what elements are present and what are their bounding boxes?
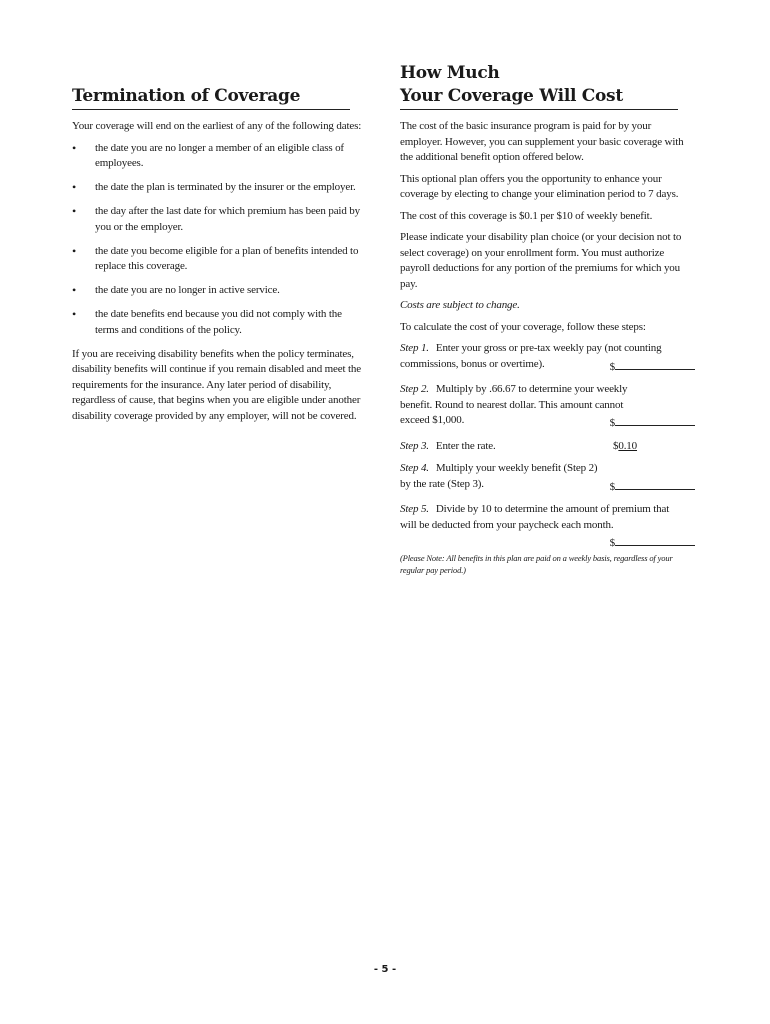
dollar-sign: $	[609, 537, 615, 549]
left-column	[72, 62, 368, 430]
step-text: exceed $1,000.	[400, 414, 465, 426]
dollar-sign: $	[609, 480, 615, 493]
step-label: Step 4.	[400, 462, 429, 474]
cost-heading-line1: How Much	[400, 63, 500, 83]
cost-paragraph-4: Please indicate your disability plan choice (or your decision not to select coverage) on your enrollment form. You must authorize payroll deductions for any portion of the premiums for which you pay.	[400, 231, 682, 290]
step-text: commissions, bonus or overtime).	[400, 357, 545, 370]
dollar-sign: $	[609, 360, 615, 373]
weekly-benefit-blank	[615, 413, 695, 426]
termination-list	[72, 141, 368, 339]
step-3	[400, 439, 695, 455]
step-label: Step 1.	[400, 342, 429, 354]
list-item: • the date the plan is terminated by the insurer or the employer.	[72, 180, 368, 196]
steps-intro: To calculate the cost of your coverage, follow these steps:	[400, 320, 646, 333]
cost-heading	[400, 62, 678, 110]
termination-heading: Termination of Coverage	[72, 85, 350, 110]
step-4	[400, 461, 695, 495]
dollar-sign: $	[609, 417, 615, 429]
weekly-basis-note: (Please Note: All benefits in this plan are paid on a weekly basis, regardless of your regular pay period.)	[400, 552, 673, 575]
list-item: • the date you are no longer in active service.	[72, 283, 368, 299]
cost-paragraph-2: This optional plan offers you the opportunity to enhance your coverage by electing to change your elimination period to 7 days.	[400, 172, 679, 200]
cost-paragraph-1: The cost of the basic insurance program is paid for by your employer. However, you can supplement your basic coverage with the additional benefit option offered below.	[400, 120, 684, 163]
step-text: by the rate (Step 3).	[400, 477, 484, 490]
step-1	[400, 341, 695, 375]
cost-paragraph-3: The cost of this coverage is $0.1 per $10 of weekly benefit.	[400, 209, 653, 222]
dollar-sign: $	[613, 439, 619, 452]
premium-blank	[615, 477, 695, 490]
step-2	[400, 382, 695, 432]
list-item: • the date benefits end because you did not comply with the terms and conditions of the policy.	[72, 307, 368, 338]
step-text: Enter the rate.	[435, 439, 496, 452]
right-column	[400, 62, 695, 582]
step-text: benefit. Round to nearest dollar. This amount cannot	[400, 398, 624, 411]
step-label: Step 2.	[400, 383, 429, 395]
monthly-premium-blank	[615, 533, 695, 546]
rate-value: 0.10	[618, 439, 638, 452]
step-label: Step 5.	[400, 503, 429, 515]
step-label: Step 3.	[400, 439, 429, 452]
step-text: will be deducted from your paycheck each month.	[400, 518, 614, 531]
cost-heading-line2: Your Coverage Will Cost	[400, 86, 623, 106]
step-text: Enter your gross or pre-tax weekly pay (not counting	[435, 342, 662, 354]
step-5	[400, 502, 695, 552]
step-text: Divide by 10 to determine the amount of premium that	[435, 503, 670, 515]
list-item: • the day after the last date for which premium has been paid by you or the employer.	[72, 204, 368, 235]
termination-intro: Your coverage will end on the earliest of any of the following dates:	[72, 120, 362, 132]
cost-change-notice: Costs are subject to change.	[400, 299, 520, 311]
list-item: • the date you are no longer a member of an eligible class of employees.	[72, 141, 368, 172]
gross-pay-blank	[615, 357, 695, 370]
termination-closing: If you are receiving disability benefits when the policy terminates, disability benefits will continue if you remain disabled and meet the requirements for the insurance. Any later period of disability, regardless of cause, that begins when you are eligible under another disability coverage provided by any employer, will not be covered.	[72, 347, 362, 422]
list-item: • the date you become eligible for a plan of benefits intended to replace this coverage.	[72, 244, 368, 275]
step-text: Multiply your weekly benefit (Step 2)	[435, 462, 598, 474]
page-number: - 5 -	[373, 964, 397, 975]
step-text: Multiply by .66.67 to determine your weekly	[435, 383, 628, 395]
